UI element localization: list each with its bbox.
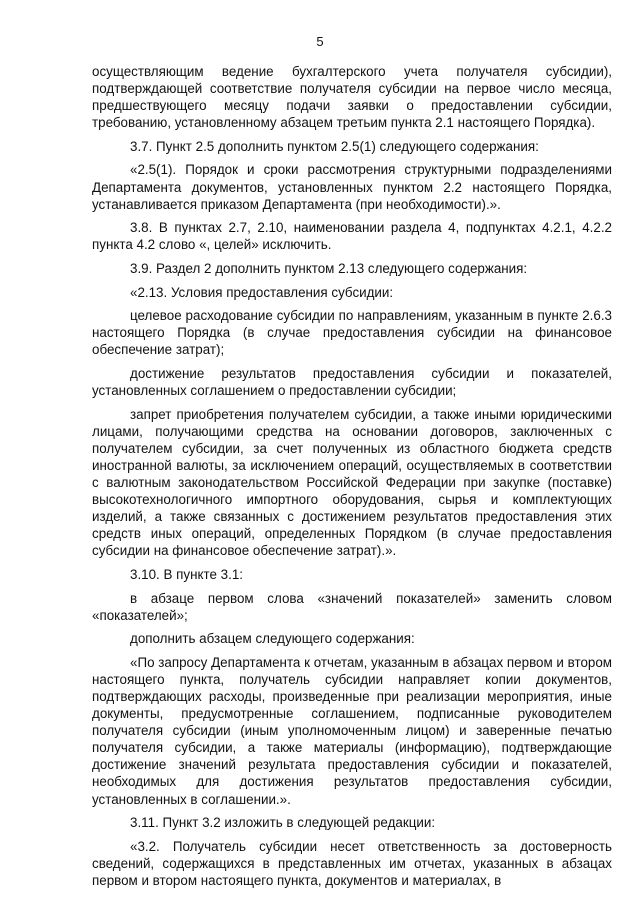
paragraph: целевое расходование субсидии по направлениям, указанным в пункте 2.6.3 настоящего Порядка (в случае предоставления субсидии на финансовое обеспечение затрат);	[92, 308, 612, 358]
document-body	[92, 63, 612, 896]
paragraph: 3.11. Пункт 3.2 изложить в следующей редакции:	[130, 815, 436, 831]
paragraph: достижение результатов предоставления субсидии и показателей, установленных соглашением о предоставлении субсидии;	[92, 365, 612, 398]
paragraph: 3.10. В пункте 3.1:	[130, 566, 243, 582]
paragraph: запрет приобретения получателем субсидии, а также иными юридическими лицами, получающими средства на основании договоров, заключенных с получателем субсидии, за счет полученных из областного бюджета средств иностранной валюты, за исключением операций, осуществляемых в соответствии с валютным законодательством Российской Федерации при закупке (поставке) высокотехнологичного импортного оборудования, сырья и комплектующих изделий, а также связанных с достижением результатов предоставления этих средств иных операций, определенных Порядком (в случае предоставления субсидии на финансовое обеспечение затрат).».	[92, 406, 612, 559]
paragraph: в абзаце первом слова «значений показателей» заменить словом «показателей»;	[92, 590, 612, 623]
paragraph: 3.8. В пунктах 2.7, 2.10, наименовании раздела 4, подпунктах 4.2.1, 4.2.2 пункта 4.2 слово «, целей» исключить.	[92, 220, 612, 253]
paragraph: дополнить абзацем следующего содержания:	[130, 631, 415, 647]
paragraph: осуществляющим ведение бухгалтерского учета получателя субсидии), подтверждающей соответствие получателя субсидии на первое число месяца, предшествующего месяцу подачи заявки о предоставлении субсидии, требованию, установленному абзацем третьим пункта 2.1 настоящего Порядка).	[92, 64, 612, 131]
page-number: 5	[316, 34, 324, 49]
paragraph: «По запросу Департамента к отчетам, указанным в абзацах первом и втором настоящего пункта, получатель субсидии направляет копии документов, подтверждающих расходы, произведенные при реализации мероприятия, иные документы, предусмотренные соглашением, подписанные руководителем получателя субсидии (иным уполномоченным лицом) и заверенные печатью получателя субсидии, а также материалы (информацию), подтверждающие достижение значений результата предоставления субсидии и показателей, необходимых для достижения результатов предоставления субсидии, установленных в соглашении.».	[92, 654, 612, 807]
paragraph: 3.9. Раздел 2 дополнить пунктом 2.13 следующего содержания:	[130, 260, 528, 276]
paragraph: «3.2. Получатель субсидии несет ответственность за достоверность сведений, содержащихся в представленных им отчетах, указанных в абзацах первом и втором настоящего пункта, документов и материалах, в	[92, 838, 612, 888]
paragraph: «2.5(1). Порядок и сроки рассмотрения структурными подразделениями Департамента документов, установленных пунктом 2.2 настоящего Порядка, устанавливается приказом Департамента (при необходимости).».	[92, 162, 612, 212]
paragraph: 3.7. Пункт 2.5 дополнить пунктом 2.5(1) следующего содержания:	[130, 138, 539, 154]
paragraph: «2.13. Условия предоставления субсидии:	[130, 284, 394, 300]
